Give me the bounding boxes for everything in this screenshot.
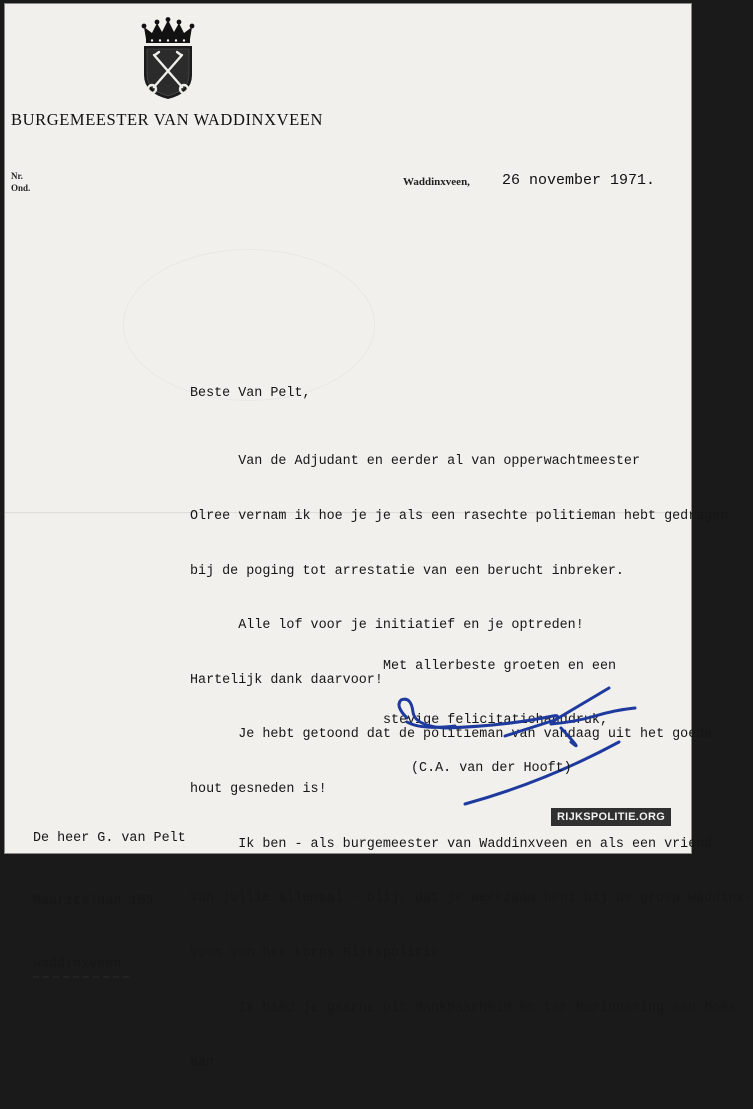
faint-embossed-stamp — [123, 249, 375, 401]
letterhead-title: BURGEMEESTER VAN WADDINXVEEN — [11, 110, 323, 129]
ref-subject-label: Ond. — [11, 183, 31, 193]
body-line: Ik bied je gaarne uit dankbaarheid en ter herinnering een boek — [190, 1000, 737, 1016]
recipient-street: Mauritslaan 103 — [33, 894, 154, 909]
closing-line: Met allerbeste groeten en een — [383, 659, 617, 674]
watermark-badge: RIJKSPOLITIE.ORG — [551, 808, 671, 826]
recipient-city: Waddinxveen. — [33, 954, 129, 978]
closing-line: stevige felicitatiehanddruk, — [383, 713, 608, 728]
signatory-name: (C.A. van der Hooft) — [411, 761, 572, 776]
body-line: bij de poging tot arrestatie van een berucht inbreker. — [190, 563, 624, 579]
body-line: veen van het korps Rijkspolitie. — [190, 945, 448, 961]
body-line: Je hebt getoond dat de politieman van vandaag uit het goede — [190, 727, 713, 743]
dateline-date: 26 november 1971. — [502, 172, 656, 189]
letter-page — [4, 3, 753, 1071]
dateline-place: Waddinxveen, — [403, 176, 470, 188]
body-line: Alle lof voor je initiatief en je optreden! — [190, 618, 584, 634]
recipient-address — [33, 786, 186, 1020]
body-line: van jullie allemaal - blij, dat je werkzaam bent bij de groep Waddinx- — [190, 891, 753, 907]
body-line: Hartelijk dank daarvoor! — [190, 672, 383, 688]
municipal-crest-icon — [138, 17, 198, 101]
recipient-name: De heer G. van Pelt — [33, 831, 186, 846]
ref-number-label: Nr. — [11, 171, 23, 181]
salutation: Beste Van Pelt, — [190, 386, 311, 401]
body-line: Ik ben - als burgemeester van Waddinxveen en als een vriend — [190, 836, 713, 852]
body-line: Van de Adjudant en eerder al van opperwachtmeester — [190, 454, 640, 470]
body-line: Olree vernam ik hoe je je als een rasechte politieman hebt gedragen — [190, 509, 729, 525]
body-line: hout gesneden is! — [190, 782, 327, 798]
body-line: aan. — [190, 1055, 223, 1071]
handwritten-signature — [385, 682, 655, 812]
reference-labels — [11, 170, 30, 194]
